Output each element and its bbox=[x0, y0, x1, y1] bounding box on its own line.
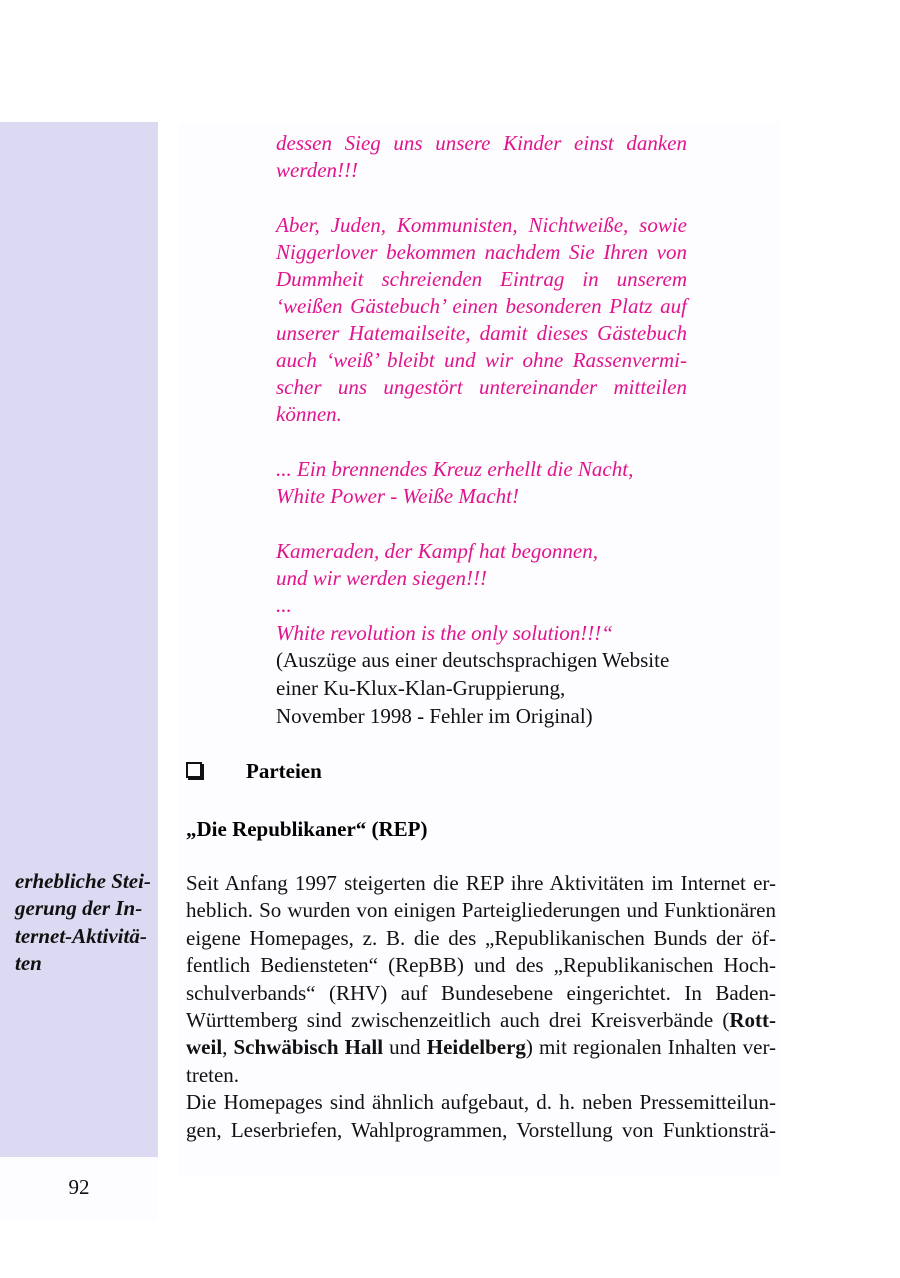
source-line: November 1998 - Fehler im Original) bbox=[276, 704, 593, 728]
body-line bbox=[186, 1118, 776, 1142]
quote-line: auch ‘weiß’ bleibt und wir ohne Rassenvermi- bbox=[276, 348, 687, 372]
text: fentlich Bediensteten“ (RepBB) und des „Republikanischen Hoch- bbox=[186, 953, 776, 978]
body-line bbox=[186, 871, 776, 895]
text: eigene Homepages, z. B. die des „Republikanischen Bunds der öf- bbox=[186, 925, 776, 950]
text: Die Homepages sind ähnlich aufgebaut, d. h. neben Pressemitteilun- bbox=[186, 1090, 776, 1115]
body-line bbox=[186, 1035, 776, 1059]
quote-line: White Power - Weiße Macht! bbox=[276, 484, 519, 508]
quote-line: ... bbox=[276, 593, 292, 617]
body-line bbox=[186, 898, 776, 922]
quote-line: Dummheit schreienden Eintrag in unserem bbox=[276, 267, 687, 291]
quote-line: dessen Sieg uns unsere Kinder einst danken bbox=[276, 131, 687, 155]
bold-text: Rott- bbox=[729, 1008, 776, 1032]
text: Seit Anfang 1997 steigerten die REP ihre Aktivitäten im Internet er- bbox=[186, 871, 776, 895]
quote-line: Niggerlover bekommen nachdem Sie Ihren von bbox=[276, 240, 687, 264]
margin-note-line: ten bbox=[15, 950, 42, 975]
quote-line: scher uns ungestört untereinander mitteilen bbox=[276, 375, 687, 399]
body-line bbox=[186, 1063, 776, 1087]
text: heblich. So wurden von einigen Parteigliederungen und Funktionären bbox=[186, 898, 776, 923]
quote-line: ... Ein brennendes Kreuz erhellt die Nacht, bbox=[276, 457, 634, 481]
text: , bbox=[222, 1035, 234, 1060]
quote-line: Aber, Juden, Kommunisten, Nichtweiße, sowie bbox=[276, 213, 687, 237]
text: und bbox=[383, 1035, 427, 1060]
body-line bbox=[186, 926, 776, 950]
bold-text: Heidelberg bbox=[426, 1035, 526, 1060]
quote-line: Kameraden, der Kampf hat begonnen, bbox=[276, 539, 598, 563]
margin-sidebar bbox=[0, 122, 158, 1157]
bold-text: weil bbox=[186, 1035, 223, 1060]
source-line: einer Ku-Klux-Klan-Gruppierung, bbox=[276, 676, 566, 700]
margin-note-line: ternet-Aktivitä- bbox=[15, 923, 147, 948]
quote-line: werden!!! bbox=[276, 158, 359, 182]
text: ) mit regionalen Inhalten ver- bbox=[525, 1035, 777, 1060]
body-line bbox=[186, 953, 776, 977]
body-line bbox=[186, 981, 776, 1005]
text: treten. bbox=[186, 1062, 240, 1087]
page-number: 92 bbox=[68, 1175, 90, 1199]
source-line: (Auszüge aus einer deutschsprachigen Website bbox=[276, 648, 670, 672]
body-line bbox=[186, 1090, 776, 1114]
margin-note-line: gerung der In- bbox=[15, 896, 143, 921]
text: Württemberg sind zwischenzeitlich auch drei Kreisverbände ( bbox=[186, 1008, 730, 1032]
bold-text: Schwäbisch Hall bbox=[233, 1035, 384, 1060]
subheading: „Die Republikaner“ (REP) bbox=[186, 817, 428, 841]
quote-line: ‘weißen Gästebuch’ einen besonderen Platz auf bbox=[276, 294, 687, 318]
quote-line: unserer Hatemailseite, damit dieses Gästebuch bbox=[276, 321, 687, 345]
quote-line: White revolution is the only solution!!!“ bbox=[276, 621, 613, 645]
margin-note-line: erhebliche Stei- bbox=[15, 869, 151, 893]
checkbox-bullet-icon bbox=[186, 762, 202, 778]
quote-line: und wir werden siegen!!! bbox=[276, 566, 487, 590]
section-heading: Parteien bbox=[246, 759, 322, 783]
text: schulverbands“ (RHV) auf Bundesebene eingerichtet. In Baden- bbox=[186, 980, 776, 1005]
quote-line: können. bbox=[276, 402, 342, 426]
body-line bbox=[186, 1008, 776, 1032]
text: gen, Leserbriefen, Wahlprogrammen, Vorstellung von Funktionsträ- bbox=[186, 1117, 776, 1142]
